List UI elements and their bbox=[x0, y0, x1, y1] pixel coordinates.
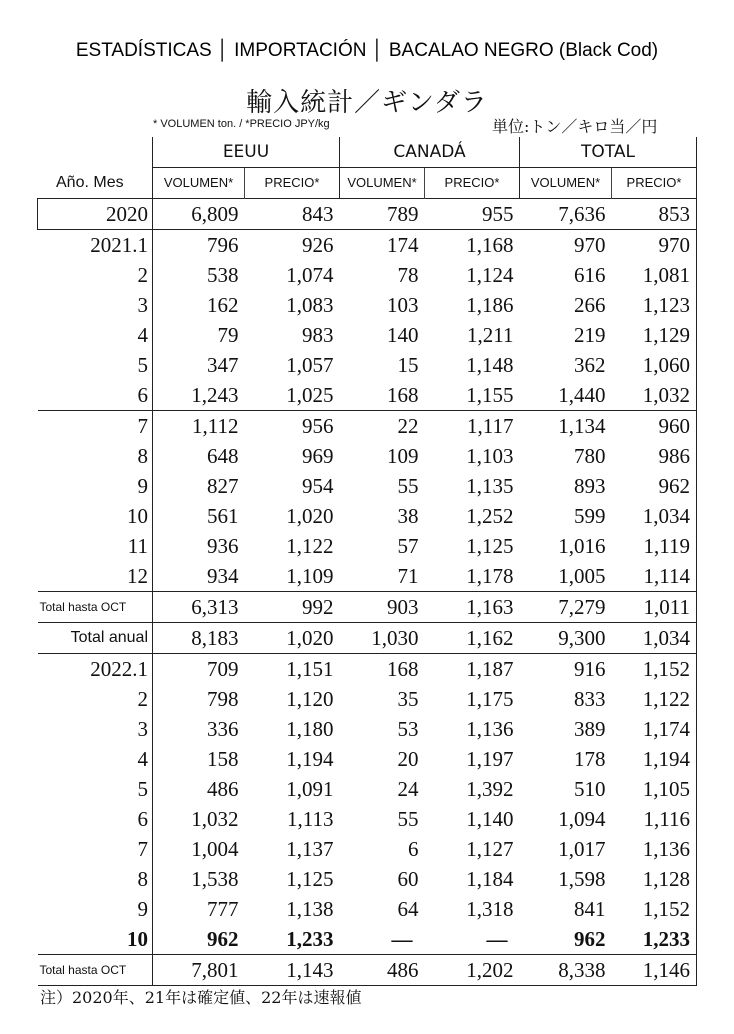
footnote: 注）2020年、21年は確定値、22年は速報値 bbox=[40, 988, 362, 1007]
total-precio-cell: 1,174 bbox=[612, 714, 697, 744]
eeuu-precio-cell: 1,109 bbox=[286, 564, 334, 588]
eeuu-volumen-cell: 162 bbox=[207, 293, 239, 317]
canada-volumen-cell: 55 bbox=[397, 807, 419, 831]
table-row bbox=[38, 290, 697, 320]
canada-precio-cell: 1,163 bbox=[425, 592, 520, 623]
subheader-volumen: VOLUMEN* bbox=[153, 168, 245, 199]
total-volumen-cell: 1,016 bbox=[558, 534, 606, 558]
row-label: 6 bbox=[38, 380, 153, 411]
table-row bbox=[38, 744, 697, 774]
subheader-volumen: VOLUMEN* bbox=[520, 168, 612, 199]
table-row bbox=[38, 230, 697, 261]
total-volumen-cell: 9,300 bbox=[520, 623, 612, 654]
units-note: * VOLUMEN ton. / *PRECIO JPY/kg bbox=[153, 118, 330, 130]
total-volumen-cell: 1,005 bbox=[558, 564, 606, 588]
import-stats-table bbox=[37, 137, 697, 986]
total-volumen-cell: 916 bbox=[520, 654, 612, 685]
eeuu-volumen-cell: 79 bbox=[217, 323, 239, 347]
table-row bbox=[38, 501, 697, 531]
eeuu-precio-cell: 1,057 bbox=[286, 353, 334, 377]
total-volumen-cell: 1,598 bbox=[558, 867, 606, 891]
table-row bbox=[38, 260, 697, 290]
total-volumen-cell: 833 bbox=[574, 687, 606, 711]
eeuu-volumen-cell: 1,112 bbox=[153, 411, 245, 442]
table-row bbox=[38, 531, 697, 561]
canada-volumen-cell: 903 bbox=[340, 592, 425, 623]
canada-volumen-cell: 53 bbox=[397, 717, 419, 741]
eeuu-precio-cell: 1,120 bbox=[286, 687, 334, 711]
row-label: 2022.1 bbox=[38, 654, 153, 685]
total-volumen-cell: 599 bbox=[574, 504, 606, 528]
canada-precio-cell: 1,168 bbox=[425, 230, 520, 261]
total-precio-cell: 1,032 bbox=[612, 380, 697, 411]
jp-title: 輸入統計／ギンダラ bbox=[246, 88, 488, 118]
eeuu-precio-cell: 1,151 bbox=[245, 654, 340, 685]
table-row bbox=[38, 654, 697, 685]
total-precio-cell: 1,034 bbox=[612, 501, 697, 531]
total-precio-cell: 1,060 bbox=[612, 350, 697, 380]
total-precio-cell: 986 bbox=[612, 441, 697, 471]
row-label: 2021.1 bbox=[38, 230, 153, 261]
total-volumen-cell: 1,134 bbox=[520, 411, 612, 442]
canada-volumen-cell: 64 bbox=[397, 897, 419, 921]
canada-volumen-cell: 55 bbox=[397, 474, 419, 498]
total-precio-cell: 1,233 bbox=[612, 924, 697, 955]
subheader-precio: PRECIO* bbox=[245, 168, 340, 199]
eeuu-volumen-cell: 1,243 bbox=[191, 383, 239, 407]
row-label: 7 bbox=[38, 411, 153, 442]
table-row bbox=[38, 834, 697, 864]
total-volumen-cell: 7,279 bbox=[520, 592, 612, 623]
canada-precio-cell: 1,140 bbox=[466, 807, 514, 831]
total-volumen-cell: 962 bbox=[574, 927, 606, 951]
row-label: 5 bbox=[38, 350, 153, 380]
canada-precio-cell: 1,125 bbox=[466, 534, 514, 558]
eeuu-precio-cell: 1,233 bbox=[286, 927, 334, 951]
canada-volumen-cell: 71 bbox=[397, 564, 419, 588]
row-label: 2 bbox=[38, 684, 153, 714]
eeuu-volumen-cell: 1,538 bbox=[191, 867, 239, 891]
table-row bbox=[38, 894, 697, 924]
canada-precio-cell: 1,155 bbox=[466, 383, 514, 407]
canada-precio-cell: 1,211 bbox=[467, 323, 514, 347]
row-label: 2020 bbox=[38, 199, 153, 230]
total-precio-cell: 1,105 bbox=[612, 774, 697, 804]
total-precio-cell: 1,136 bbox=[612, 834, 697, 864]
canada-precio-cell: 1,252 bbox=[466, 504, 514, 528]
total-volumen-cell: 1,440 bbox=[558, 383, 606, 407]
eeuu-volumen-cell: 8,183 bbox=[153, 623, 245, 654]
canada-precio-cell: 1,318 bbox=[466, 897, 514, 921]
eeuu-precio-cell: 1,113 bbox=[287, 807, 334, 831]
canada-precio-cell: 1,135 bbox=[466, 474, 514, 498]
canada-volumen-cell: 789 bbox=[340, 199, 425, 230]
row-label: 3 bbox=[38, 714, 153, 744]
group-eeuu: EEUU bbox=[153, 137, 340, 168]
total-precio-cell: 853 bbox=[612, 199, 697, 230]
eeuu-precio-cell: 983 bbox=[302, 323, 334, 347]
eeuu-precio-cell: 992 bbox=[245, 592, 340, 623]
table-row bbox=[38, 774, 697, 804]
eeuu-volumen-cell: 486 bbox=[207, 777, 239, 801]
canada-volumen-cell: 24 bbox=[397, 777, 419, 801]
eeuu-volumen-cell: 7,801 bbox=[153, 955, 245, 986]
canada-precio-cell: 1,148 bbox=[466, 353, 514, 377]
table-row bbox=[38, 684, 697, 714]
canada-volumen-cell: 15 bbox=[397, 353, 419, 377]
table-row bbox=[38, 471, 697, 501]
subheader-precio: PRECIO* bbox=[612, 168, 697, 199]
eeuu-precio-cell: 1,138 bbox=[286, 897, 334, 921]
table-row bbox=[38, 955, 697, 986]
eeuu-volumen-cell: 1,004 bbox=[191, 837, 239, 861]
total-precio-cell: 960 bbox=[612, 411, 697, 442]
total-precio-cell: 1,114 bbox=[612, 561, 697, 592]
row-label: 8 bbox=[38, 441, 153, 471]
total-volumen-cell: 219 bbox=[574, 323, 606, 347]
eeuu-volumen-cell: 6,809 bbox=[153, 199, 245, 230]
eeuu-precio-cell: 843 bbox=[245, 199, 340, 230]
eeuu-precio-cell: 956 bbox=[245, 411, 340, 442]
table-row bbox=[38, 561, 697, 592]
canada-volumen-cell: 140 bbox=[387, 323, 419, 347]
canada-precio-cell: 1,117 bbox=[425, 411, 520, 442]
canada-volumen-cell: 60 bbox=[397, 867, 419, 891]
table-row bbox=[38, 411, 697, 442]
canada-volumen-cell: 168 bbox=[387, 383, 419, 407]
total-volumen-cell: 7,636 bbox=[520, 199, 612, 230]
total-precio-cell: 1,123 bbox=[612, 290, 697, 320]
eeuu-volumen-cell: 796 bbox=[153, 230, 245, 261]
row-label: 4 bbox=[38, 744, 153, 774]
eeuu-precio-cell: 1,194 bbox=[286, 747, 334, 771]
eeuu-volumen-cell: 336 bbox=[207, 717, 239, 741]
eeuu-volumen-cell: 347 bbox=[207, 353, 239, 377]
eeuu-precio-cell: 1,091 bbox=[286, 777, 334, 801]
total-precio-cell: 1,128 bbox=[612, 864, 697, 894]
canada-precio-cell: 1,175 bbox=[466, 687, 514, 711]
total-volumen-cell: 970 bbox=[520, 230, 612, 261]
row-label: 6 bbox=[38, 804, 153, 834]
canada-precio-cell: 1,202 bbox=[425, 955, 520, 986]
eeuu-precio-cell: 1,180 bbox=[286, 717, 334, 741]
eeuu-precio-cell: 1,074 bbox=[286, 263, 334, 287]
row-label: 9 bbox=[38, 894, 153, 924]
canada-volumen-cell: 6 bbox=[408, 837, 419, 861]
canada-volumen-cell: 109 bbox=[387, 444, 419, 468]
canada-precio-cell: 1,197 bbox=[466, 747, 514, 771]
eeuu-volumen-cell: 158 bbox=[207, 747, 239, 771]
table-row bbox=[38, 714, 697, 744]
total-precio-cell: 1,146 bbox=[612, 955, 697, 986]
canada-volumen-cell: 486 bbox=[340, 955, 425, 986]
eeuu-precio-cell: 1,020 bbox=[245, 623, 340, 654]
row-label: 5 bbox=[38, 774, 153, 804]
eeuu-volumen-cell: 709 bbox=[153, 654, 245, 685]
total-volumen-cell: 780 bbox=[574, 444, 606, 468]
year-month-label: Año. Mes bbox=[56, 174, 124, 191]
eeuu-volumen-cell: 827 bbox=[207, 474, 239, 498]
canada-volumen-cell: 57 bbox=[397, 534, 419, 558]
eeuu-volumen-cell: 934 bbox=[207, 564, 239, 588]
eeuu-precio-cell: 1,125 bbox=[286, 867, 334, 891]
canada-precio-cell: 1,184 bbox=[466, 867, 514, 891]
total-precio-cell: 1,152 bbox=[612, 654, 697, 685]
total-volumen-cell: 1,017 bbox=[558, 837, 606, 861]
table-row bbox=[38, 804, 697, 834]
total-volumen-cell: 616 bbox=[574, 263, 606, 287]
eeuu-precio-cell: 969 bbox=[302, 444, 334, 468]
canada-precio-cell: 1,127 bbox=[466, 837, 514, 861]
canada-volumen-cell: 22 bbox=[340, 411, 425, 442]
eeuu-precio-cell: 1,020 bbox=[286, 504, 334, 528]
units-jp: 単位:トン／キロ当／円 bbox=[492, 117, 658, 136]
table-row bbox=[38, 199, 697, 230]
total-volumen-cell: 841 bbox=[574, 897, 606, 921]
canada-volumen-cell: 38 bbox=[397, 504, 419, 528]
canada-precio-cell: — bbox=[486, 927, 508, 951]
table-row bbox=[38, 864, 697, 894]
table-row bbox=[38, 350, 697, 380]
eeuu-volumen-cell: 777 bbox=[207, 897, 239, 921]
table-row bbox=[38, 320, 697, 350]
canada-precio-cell: 1,178 bbox=[466, 564, 514, 588]
page-header: ESTADÍSTICAS │ IMPORTACIÓN │ BACALAO NEGRO (Black Cod) bbox=[75, 40, 659, 61]
row-label: Total anual bbox=[38, 623, 153, 654]
row-label: 10 bbox=[38, 924, 153, 955]
total-volumen-cell: 893 bbox=[574, 474, 606, 498]
group-total: TOTAL bbox=[520, 137, 697, 168]
canada-volumen-cell: 1,030 bbox=[340, 623, 425, 654]
total-volumen-cell: 178 bbox=[574, 747, 606, 771]
eeuu-volumen-cell: 561 bbox=[207, 504, 239, 528]
table-row bbox=[38, 623, 697, 654]
eeuu-precio-cell: 1,137 bbox=[286, 837, 334, 861]
table-row bbox=[38, 380, 697, 411]
eeuu-precio-cell: 1,025 bbox=[286, 383, 334, 407]
total-volumen-cell: 510 bbox=[574, 777, 606, 801]
canada-precio-cell: 1,124 bbox=[466, 263, 514, 287]
total-precio-cell: 1,122 bbox=[612, 684, 697, 714]
eeuu-volumen-cell: 6,313 bbox=[153, 592, 245, 623]
eeuu-volumen-cell: 798 bbox=[207, 687, 239, 711]
total-precio-cell: 1,152 bbox=[612, 894, 697, 924]
table-row bbox=[38, 592, 697, 623]
eeuu-volumen-cell: 1,032 bbox=[191, 807, 239, 831]
total-volumen-cell: 8,338 bbox=[520, 955, 612, 986]
table-row bbox=[38, 441, 697, 471]
row-label: 3 bbox=[38, 290, 153, 320]
canada-volumen-cell: 78 bbox=[397, 263, 419, 287]
row-label: Total hasta OCT bbox=[38, 955, 153, 986]
total-precio-cell: 1,129 bbox=[612, 320, 697, 350]
eeuu-volumen-cell: 936 bbox=[207, 534, 239, 558]
total-precio-cell: 1,081 bbox=[612, 260, 697, 290]
canada-volumen-cell: — bbox=[391, 927, 413, 951]
total-precio-cell: 1,119 bbox=[612, 531, 697, 561]
total-precio-cell: 1,116 bbox=[612, 804, 697, 834]
row-label: 12 bbox=[38, 561, 153, 592]
total-volumen-cell: 1,094 bbox=[558, 807, 606, 831]
total-precio-cell: 962 bbox=[612, 471, 697, 501]
group-canada: CANADÁ bbox=[340, 137, 520, 168]
canada-volumen-cell: 35 bbox=[397, 687, 419, 711]
canada-volumen-cell: 103 bbox=[387, 293, 419, 317]
canada-volumen-cell: 168 bbox=[340, 654, 425, 685]
total-precio-cell: 1,011 bbox=[612, 592, 697, 623]
subheader-precio: PRECIO* bbox=[425, 168, 520, 199]
total-precio-cell: 1,034 bbox=[612, 623, 697, 654]
row-label: 4 bbox=[38, 320, 153, 350]
canada-volumen-cell: 174 bbox=[340, 230, 425, 261]
eeuu-precio-cell: 926 bbox=[245, 230, 340, 261]
total-volumen-cell: 266 bbox=[574, 293, 606, 317]
total-volumen-cell: 362 bbox=[574, 353, 606, 377]
table-row bbox=[38, 924, 697, 955]
row-label: Total hasta OCT bbox=[38, 592, 153, 623]
canada-precio-cell: 1,162 bbox=[425, 623, 520, 654]
row-label: 7 bbox=[38, 834, 153, 864]
eeuu-volumen-cell: 538 bbox=[207, 263, 239, 287]
subheader-volumen: VOLUMEN* bbox=[340, 168, 425, 199]
canada-precio-cell: 1,186 bbox=[466, 293, 514, 317]
row-label: 9 bbox=[38, 471, 153, 501]
eeuu-precio-cell: 1,083 bbox=[286, 293, 334, 317]
eeuu-precio-cell: 1,122 bbox=[286, 534, 334, 558]
total-volumen-cell: 389 bbox=[574, 717, 606, 741]
total-precio-cell: 970 bbox=[612, 230, 697, 261]
canada-volumen-cell: 20 bbox=[397, 747, 419, 771]
eeuu-volumen-cell: 962 bbox=[207, 927, 239, 951]
canada-precio-cell: 1,392 bbox=[466, 777, 514, 801]
eeuu-precio-cell: 954 bbox=[302, 474, 334, 498]
eeuu-precio-cell: 1,143 bbox=[245, 955, 340, 986]
eeuu-volumen-cell: 648 bbox=[207, 444, 239, 468]
canada-precio-cell: 955 bbox=[425, 199, 520, 230]
row-label: 11 bbox=[38, 531, 153, 561]
canada-precio-cell: 1,136 bbox=[466, 717, 514, 741]
row-label: 8 bbox=[38, 864, 153, 894]
canada-precio-cell: 1,103 bbox=[466, 444, 514, 468]
total-precio-cell: 1,194 bbox=[612, 744, 697, 774]
canada-precio-cell: 1,187 bbox=[425, 654, 520, 685]
row-label: 2 bbox=[38, 260, 153, 290]
row-label: 10 bbox=[38, 501, 153, 531]
